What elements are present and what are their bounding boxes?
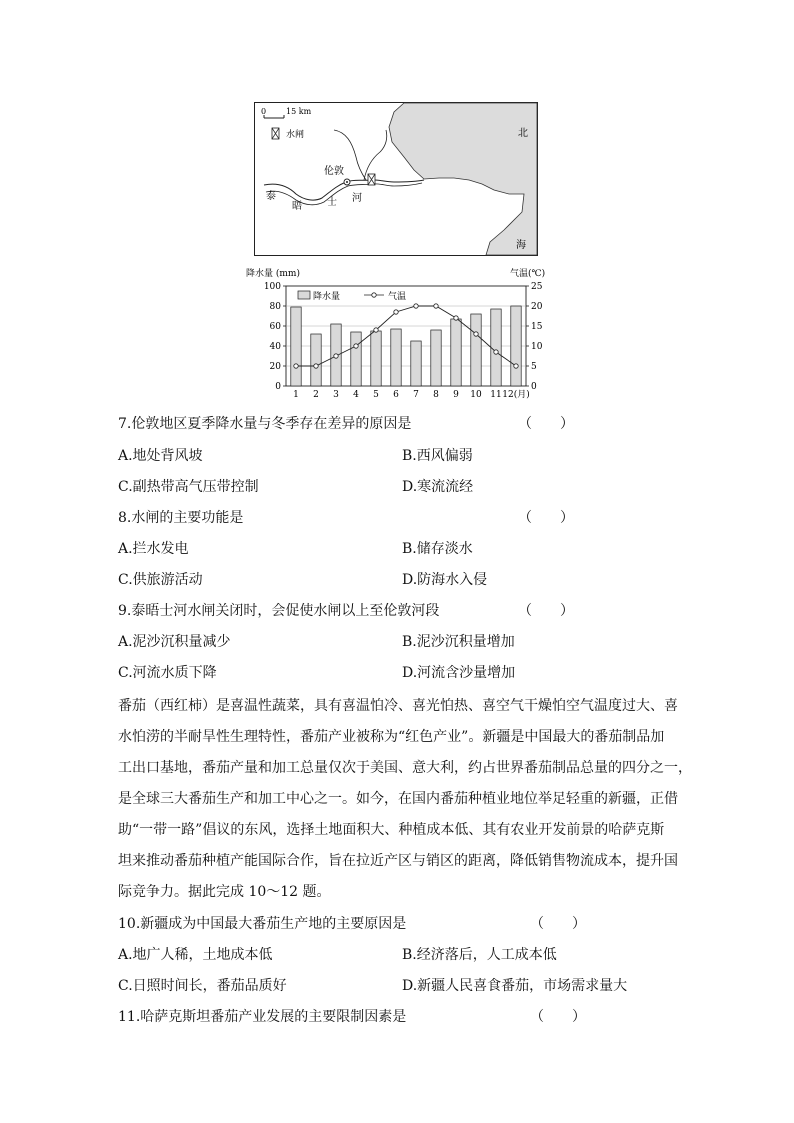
legend-bar-swatch bbox=[298, 291, 310, 299]
precip-bar bbox=[311, 334, 321, 386]
option-a[interactable]: A.地广人稀，土地成本低 bbox=[118, 947, 273, 963]
x-tick-label: 3 bbox=[333, 390, 339, 400]
temperature-point bbox=[374, 328, 378, 332]
x-tick-label: 1 bbox=[293, 390, 299, 400]
passage-line: 助“一带一路”倡议的东风，选择土地面积大、种植成本低、其有农业开发前景的哈萨克斯 bbox=[118, 822, 665, 838]
precip-bar bbox=[431, 330, 441, 386]
temperature-point bbox=[434, 304, 438, 308]
y-tick-label-right: 20 bbox=[531, 302, 543, 312]
scale-zero: 0 bbox=[261, 107, 267, 116]
option-a[interactable]: A.拦水发电 bbox=[118, 541, 189, 557]
option-b[interactable]: B.西风偏弱 bbox=[402, 448, 473, 464]
passage-line: 际竞争力。据此完成 10～12 题。 bbox=[118, 884, 331, 900]
y-tick-label-left: 80 bbox=[269, 302, 281, 312]
x-tick-label: 8 bbox=[433, 390, 439, 400]
precip-bar bbox=[351, 332, 361, 386]
temperature-point bbox=[354, 344, 358, 348]
scale-distance: 15 km bbox=[286, 107, 312, 116]
legend-temp-label: 气温 bbox=[388, 292, 407, 302]
river-char-4: 河 bbox=[352, 193, 362, 204]
y-tick-label-left: 60 bbox=[269, 322, 281, 332]
option-c[interactable]: C.河流水质下降 bbox=[118, 665, 217, 681]
precip-bar bbox=[511, 306, 521, 386]
temperature-point bbox=[414, 304, 418, 308]
passage-line: 水怕涝的半耐旱性生理特性，番茄产业被称为“红色产业”。新疆是中国最大的番茄制品加 bbox=[118, 729, 665, 745]
y-axis-label-right: 气温(℃) bbox=[510, 269, 546, 279]
temperature-point bbox=[514, 364, 518, 368]
river-char-1: 泰 bbox=[266, 191, 276, 202]
precip-bar bbox=[291, 307, 301, 386]
y-tick-label-left: 40 bbox=[269, 342, 281, 352]
sluice-icon bbox=[368, 174, 375, 185]
y-tick-label-right: 10 bbox=[531, 342, 543, 352]
legend-precip-label: 降水量 bbox=[313, 292, 341, 302]
precip-bar bbox=[391, 329, 401, 386]
precip-bar bbox=[451, 319, 461, 386]
option-d[interactable]: D.防海水入侵 bbox=[402, 572, 488, 588]
answer-paren[interactable]: （ ） bbox=[518, 510, 574, 526]
y-tick-label-left: 0 bbox=[275, 382, 281, 392]
temperature-point bbox=[334, 354, 338, 358]
precip-bar bbox=[471, 314, 481, 386]
sluice-legend-icon bbox=[272, 128, 279, 139]
answer-paren[interactable]: （ ） bbox=[518, 603, 574, 619]
question-stem: 10.新疆成为中国最大番茄生产地的主要原因是 bbox=[118, 916, 407, 932]
option-d[interactable]: D.河流含沙量增加 bbox=[402, 665, 516, 681]
y-axis-label-left: 降水量 (mm) bbox=[246, 269, 300, 279]
option-d[interactable]: D.寒流流经 bbox=[402, 479, 474, 495]
temperature-line bbox=[296, 306, 516, 366]
temperature-point bbox=[454, 316, 458, 320]
city-label: 伦敦 bbox=[324, 166, 344, 177]
option-b[interactable]: B.储存淡水 bbox=[402, 541, 473, 557]
passage-line: 工出口基地，番茄产量和加工总量仅次于美国、意大利，约占世界番茄制品总量的四分之一， bbox=[118, 760, 692, 776]
y-tick-label-right: 25 bbox=[531, 282, 543, 292]
x-tick-label: 5 bbox=[373, 390, 379, 400]
sea-char-2: 海 bbox=[516, 240, 526, 251]
option-a[interactable]: A.地处背风坡 bbox=[118, 448, 203, 464]
option-b[interactable]: B.泥沙沉积量增加 bbox=[402, 634, 515, 650]
temperature-point bbox=[394, 310, 398, 314]
passage-line: 是全球三大番茄生产和加工中心之一。如今，在国内番茄种植业地位举足轻重的新疆，正借 bbox=[118, 791, 678, 807]
question-stem: 8.水闸的主要功能是 bbox=[118, 510, 244, 526]
answer-paren[interactable]: （ ） bbox=[530, 1009, 586, 1025]
sea-char-1: 北 bbox=[518, 128, 528, 139]
x-tick-label: 12(月) bbox=[502, 390, 530, 400]
x-tick-label: 10 bbox=[470, 390, 482, 400]
question-stem: 11.哈萨克斯坦番茄产业发展的主要限制因素是 bbox=[118, 1009, 407, 1025]
precip-bar bbox=[371, 331, 381, 386]
option-a[interactable]: A.泥沙沉积量减少 bbox=[118, 634, 231, 650]
option-c[interactable]: C.副热带高气压带控制 bbox=[118, 479, 259, 495]
answer-paren[interactable]: （ ） bbox=[518, 416, 574, 432]
x-tick-label: 11 bbox=[490, 390, 502, 400]
river-char-2: 晤 bbox=[292, 201, 302, 212]
question-stem: 9.泰晤士河水闸关闭时，会促使水闸以上至伦敦河段 bbox=[118, 603, 440, 619]
x-tick-label: 9 bbox=[453, 390, 459, 400]
precip-bar bbox=[411, 341, 421, 386]
temperature-point bbox=[294, 364, 298, 368]
option-c[interactable]: C.日照时间长，番茄品质好 bbox=[118, 978, 287, 994]
river-char-3: 士 bbox=[327, 197, 337, 208]
x-tick-label: 2 bbox=[313, 390, 319, 400]
question-stem: 7.伦敦地区夏季降水量与冬季存在差异的原因是 bbox=[118, 416, 412, 432]
x-tick-label: 6 bbox=[393, 390, 399, 400]
y-tick-label-right: 5 bbox=[531, 362, 537, 372]
y-tick-label-left: 20 bbox=[269, 362, 281, 372]
thames-map bbox=[254, 102, 538, 256]
option-c[interactable]: C.供旅游活动 bbox=[118, 572, 203, 588]
option-b[interactable]: B.经济落后，人工成本低 bbox=[402, 947, 557, 963]
passage-line: 坦来推动番茄种植产能国际合作，旨在拉近产区与销区的距离，降低销售物流成本，提升国 bbox=[118, 853, 678, 869]
y-tick-label-left: 100 bbox=[263, 282, 281, 292]
legend-point-swatch bbox=[372, 293, 376, 297]
climate-chart bbox=[244, 266, 556, 406]
y-tick-label-right: 15 bbox=[531, 322, 543, 332]
option-d[interactable]: D.新疆人民喜食番茄，市场需求量大 bbox=[402, 978, 628, 994]
answer-paren[interactable]: （ ） bbox=[530, 916, 586, 932]
x-tick-label: 4 bbox=[353, 390, 359, 400]
y-tick-label-right: 0 bbox=[531, 382, 537, 392]
temperature-point bbox=[314, 364, 318, 368]
reading-passage bbox=[118, 691, 692, 908]
precip-bar bbox=[491, 309, 501, 386]
temperature-point bbox=[474, 332, 478, 336]
sluice-legend-label: 水闸 bbox=[286, 130, 305, 140]
passage-line: 番茄（西红柿）是喜温性蔬菜，具有喜温怕冷、喜光怕热、喜空气干燥怕空气温度过大、喜 bbox=[118, 698, 678, 714]
x-tick-label: 7 bbox=[413, 390, 419, 400]
temperature-point bbox=[494, 350, 498, 354]
